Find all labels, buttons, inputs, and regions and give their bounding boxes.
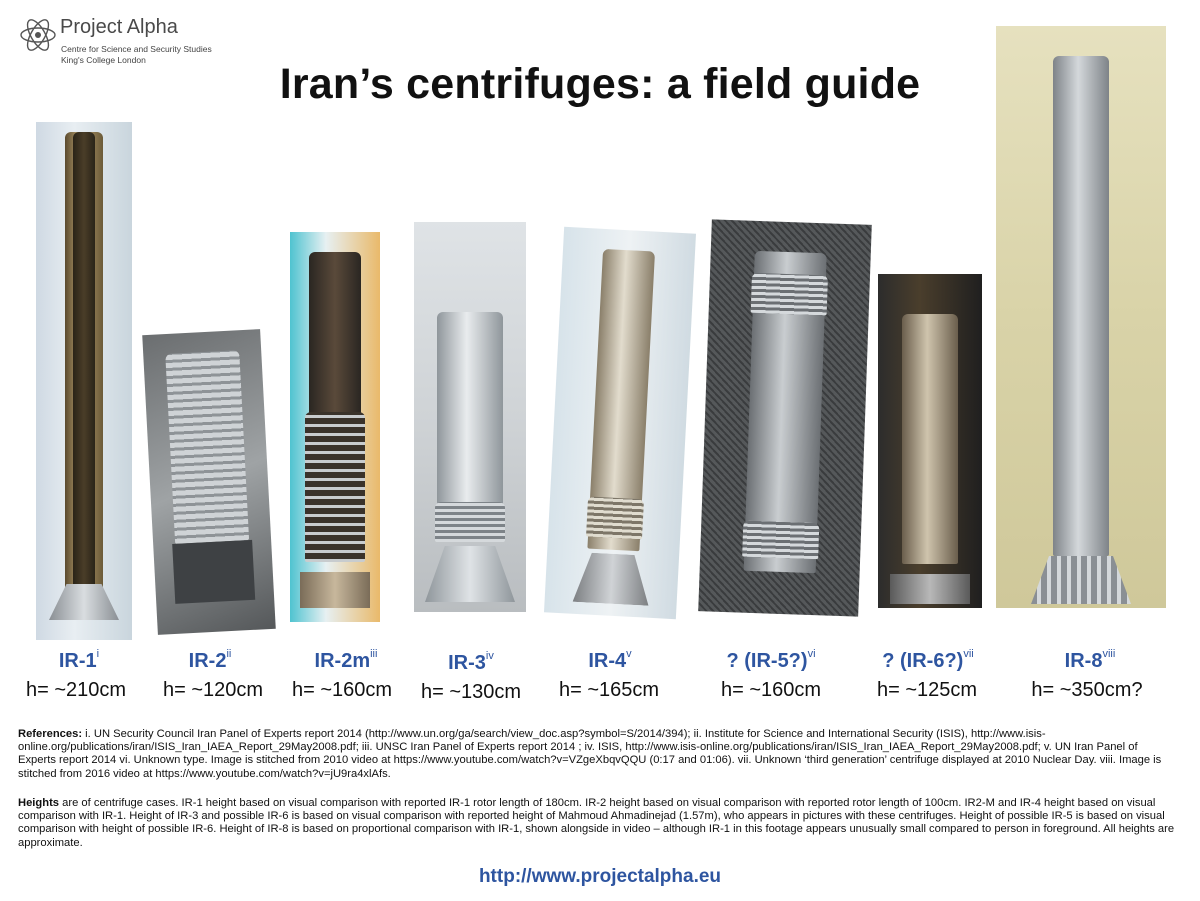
centrifuge-height: h= ~125cm xyxy=(876,679,978,701)
website-link[interactable]: http://www.projectalpha.eu xyxy=(478,866,722,887)
centrifuge-height: h= ~160cm xyxy=(291,679,393,701)
references-text xyxy=(18,728,1178,781)
heights-body: are of centrifuge cases. IR-1 height based on visual comparison with reported IR-1 rotor length of 180cm. IR-2 height based on visual comparison with reported rotor length of 100cm. IR2-M and IR-4 height based on visual comparison with IR-1. Height of IR-3 and possible IR-6 is based on visual comparison with reported height of Mahmoud Ahmadinejad (1.57m), who appears in pictures with these centrifuges. Height of possible IR-5 is based on visual comparison with height of possible IR-6. Height of IR-8 is based on proportional comparison with IR-1, shown alongside in video – although IR-1 in this footage appears unusually small compared to person in foreground. All heights are approximate. xyxy=(18,797,1175,849)
centrifuge-photo-ir2m xyxy=(290,232,380,622)
centrifuge-photo-ir1 xyxy=(36,122,132,640)
centrifuge-name: IR-4$^v$ xyxy=(588,648,632,672)
centrifuge-name: $IR-2m^{iii}$ xyxy=(314,648,378,672)
centrifuge-height: h= ~165cm xyxy=(558,679,660,701)
centrifuge-photo-ir5 xyxy=(698,219,872,616)
references-body: i. UN Security Council Iran Panel of Experts report 2014 (http://www.un.org/ga/search/view_doc.asp?symbol=S/2014/394); ii. Institute for Science and International Security (ISIS), http://www.isis-online.org/publications/iran/ISIS_Iran_IAEA_Report_29May2008.pdf; iii. UNSC Iran Panel of Experts report 2014 ; iv. ISIS, http://www.isis-online.org/publications/iran/ISIS_Iran_IAEA_Report_29May2008.pdf; v. UN Iran Panel of Experts report 2014 vi. Unknown type. Image is stitched from 2010 video at https://www.youtube.com/watch?v=VZgeXbqvQQU (0:17 and 01:06). vii. Unknown ‘third generation’ centrifuge displayed at 2010 Nuclear Day. viii. Image is stitched from 2016 video at https://www.youtube.com/watch?v=jU9ra4xlAfs. xyxy=(18,728,1162,780)
centrifuge-height: h= ~210cm xyxy=(25,679,127,701)
centrifuge-photo-ir6 xyxy=(878,274,982,608)
centrifuge-photo-ir8 xyxy=(996,26,1166,608)
logo-subtitle-college: King's College London xyxy=(61,55,146,65)
centrifuge-photo-ir2 xyxy=(142,329,276,635)
page-title: Iran’s centrifuges: a field guide xyxy=(279,60,921,108)
centrifuge-height: h= ~350cm? xyxy=(1031,679,1143,701)
logo-name: Project Alpha xyxy=(60,16,178,38)
logo-subtitle-centre: Centre for Science and Security Studies xyxy=(61,44,212,54)
centrifuge-height: h= ~120cm xyxy=(162,679,264,701)
centrifuge-name: IR-8$^{viii}$ xyxy=(1064,648,1116,672)
centrifuge-height: h= ~160cm xyxy=(720,679,822,701)
heights-note xyxy=(18,797,1178,850)
atom-icon xyxy=(18,12,58,58)
centrifuge-name: IR-2$^{ii}$ xyxy=(188,648,232,672)
centrifuge-height: h= ~130cm xyxy=(420,681,522,703)
references-label: References: xyxy=(18,728,83,740)
centrifuge-name: IR-1$^i$ xyxy=(58,648,100,672)
centrifuge-name: ? (IR-6?)$^{vii}$ xyxy=(882,648,974,672)
centrifuge-name: ? (IR-5?)$^{vi}$ xyxy=(726,648,816,672)
heights-label: Heights xyxy=(18,797,60,809)
centrifuge-photo-ir3 xyxy=(414,222,526,612)
centrifuge-photo-ir4 xyxy=(544,227,696,619)
centrifuge-name: IR-3$^{iv}$ xyxy=(448,650,494,674)
